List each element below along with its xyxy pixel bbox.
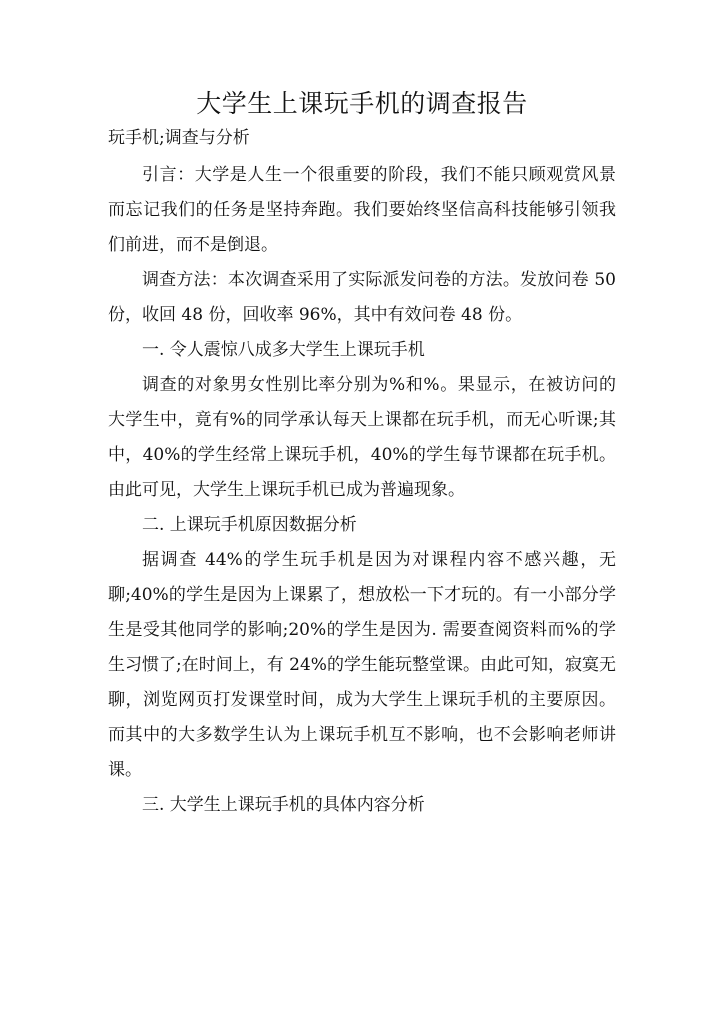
section-3-heading: 三. 大学生上课玩手机的具体内容分析 — [142, 795, 425, 815]
section-1-body: 调查的对象男女性别比率分别为%和%。果显示，在被访问的大学生中，竟有%的同学承认每天上课都在玩手机，而无心听课;其中，40%的学生经常上课玩手机，40%的学生每节课都在玩手机。由此可见，大学生上课玩手机已成为普遍现象。 — [108, 375, 616, 500]
section-1-heading: 一. 令人震惊八成多大学生上课玩手机 — [142, 340, 425, 360]
document-title: 大学生上课玩手机的调查报告 — [196, 89, 528, 118]
section-2-heading: 二. 上课玩手机原因数据分析 — [142, 515, 357, 535]
method-paragraph: 调查方法：本次调查采用了实际派发问卷的方法。发放问卷 50 份，收回 48 份，回收率 96%，其中有效问卷 48 份。 — [108, 270, 616, 325]
keywords-line: 玩手机;调查与分析 — [108, 128, 250, 148]
intro-paragraph: 引言：大学是人生一个很重要的阶段，我们不能只顾观赏风景而忘记我们的任务是坚持奔跑。我们要始终坚信高科技能够引领我们前进，而不是倒退。 — [108, 165, 616, 255]
section-2-body: 据调查 44%的学生玩手机是因为对课程内容不感兴趣，无聊;40%的学生是因为上课累了，想放松一下才玩的。有一小部分学生是受其他同学的影响;20%的学生是因为. 需要查阅资料而%的学生习惯了;在时间上，有 24%的学生能玩整堂课。由此可知，寂寞无聊，浏览网页打发课堂时间，成为大学生上课玩手机的主要原因。而其中的大多数学生认为上课玩手机互不影响，也不会影响老师讲课。 — [108, 550, 616, 780]
